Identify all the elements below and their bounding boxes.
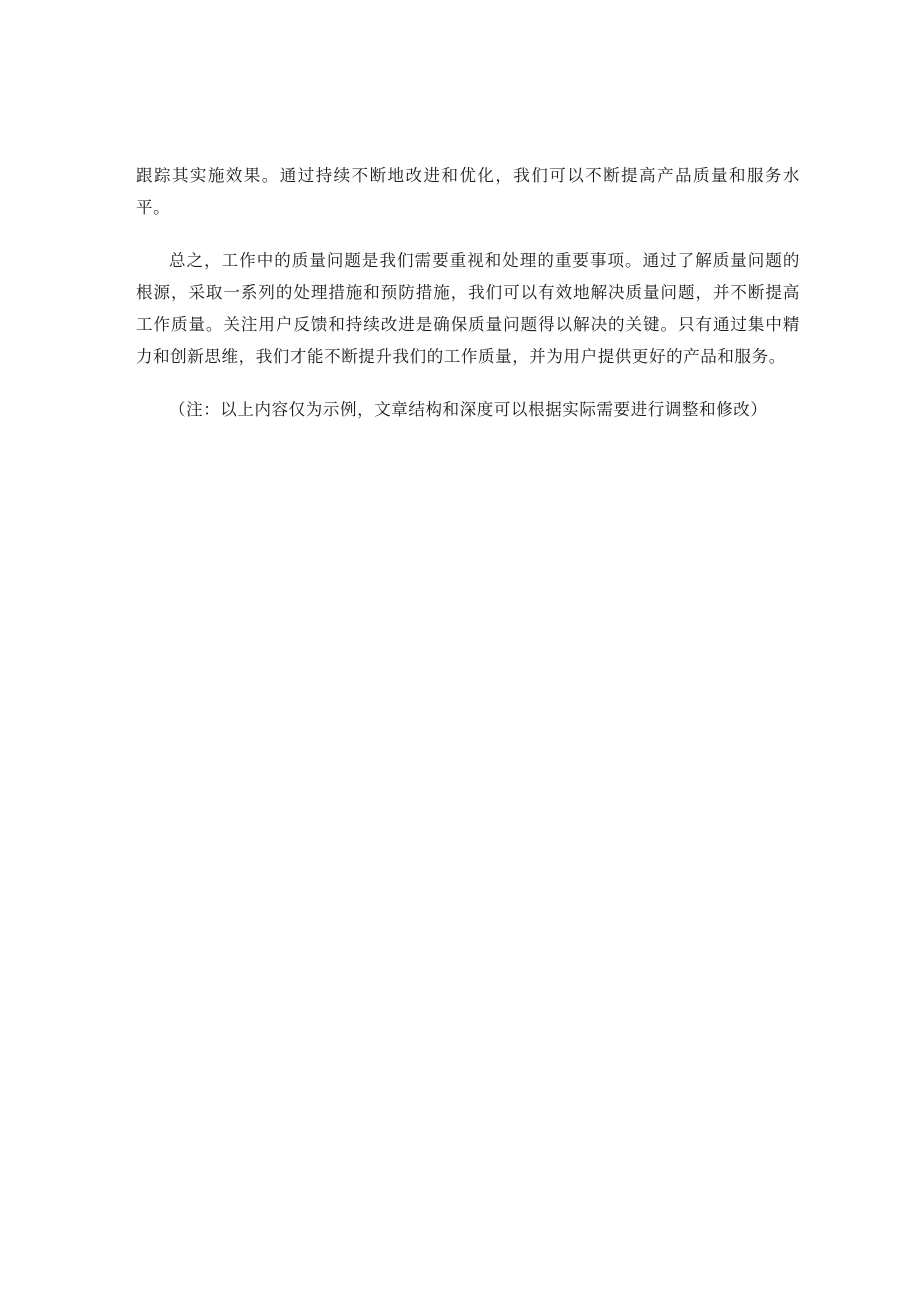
paragraph-note: （注：以上内容仅为示例，文章结构和深度可以根据实际需要进行调整和修改） bbox=[169, 400, 768, 419]
document-body bbox=[136, 160, 800, 426]
paragraph-continuation: 跟踪其实施效果。通过持续不断地改进和优化，我们可以不断提高产品质量和服务水平。 bbox=[136, 166, 800, 217]
paragraph-summary: 总之，工作中的质量问题是我们需要重视和处理的重要事项。通过了解质量问题的根源，采取一系列的处理措施和预防措施，我们可以有效地解决质量问题，并不断提高工作质量。关注用户反馈和持续改进是确保质量问题得以解决的关键。只有通过集中精力和创新思维，我们才能不断提升我们的工作质量，并为用户提供更好的产品和服务。 bbox=[136, 251, 800, 366]
